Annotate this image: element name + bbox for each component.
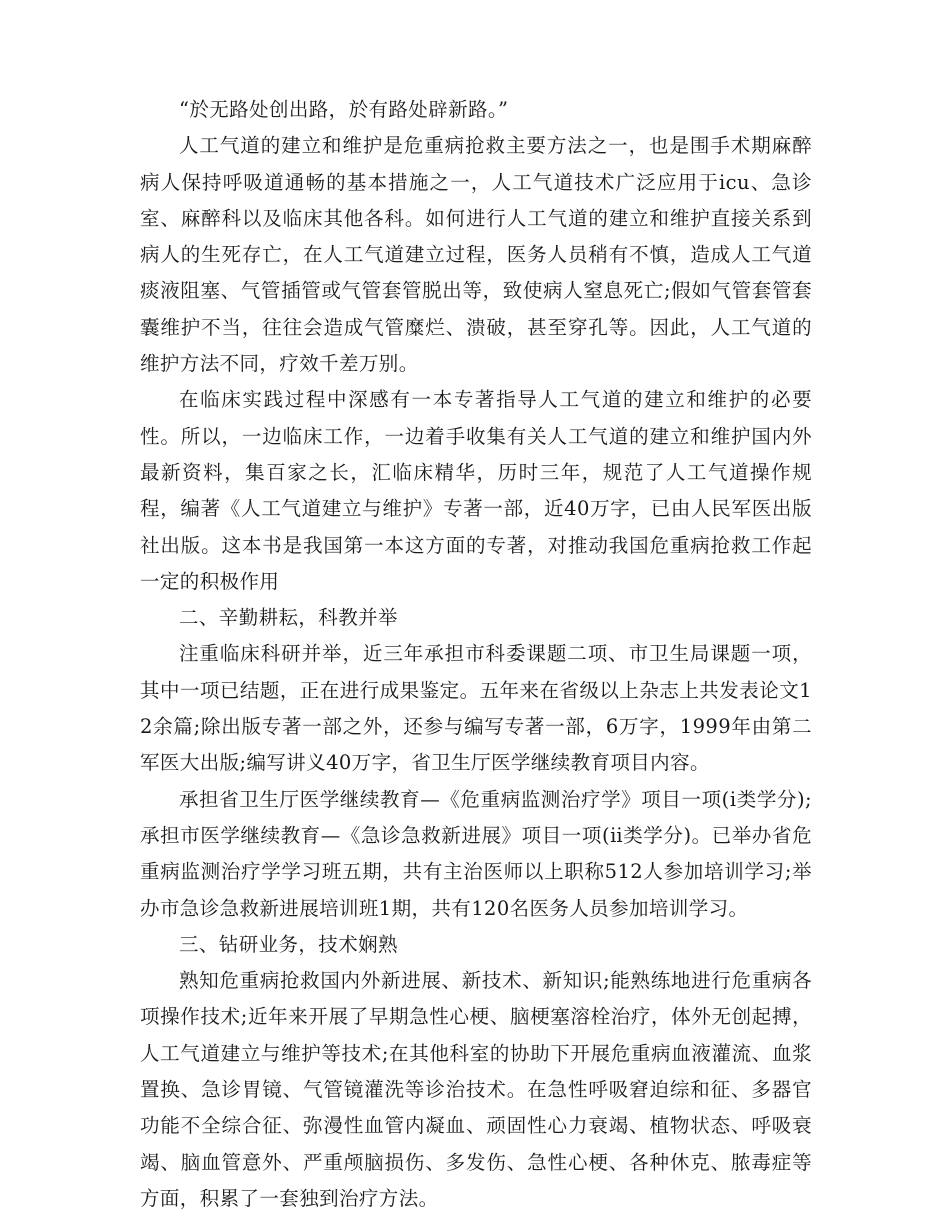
section-heading: 二、辛勤耕耘，科教并举 xyxy=(179,606,398,630)
body-paragraph: 人工气道的建立和维护是危重病抢救主要方法之一，也是围手术期麻醉病人保持呼吸道通畅的基本措施之一，人工气道技术广泛应用于icu、急诊室、麻醉科以及临床其他各科。如何进行人工气道的建立和维护直接关系到病人的生死存亡，在人工气道建立过程，医务人员稍有不慎，造成人工气道痰液阻塞、气管插管或气管套管脱出等，致使病人窒息死亡;假如气管套管套囊维护不当，往往会造成气管糜烂、溃破，甚至穿孔等。因此，人工气道的维护方法不同，疗效千差万别。 xyxy=(140,134,812,376)
body-paragraph: 在临床实践过程中深感有一本专著指导人工气道的建立和维护的必要性。所以，一边临床工作，一边着手收集有关人工气道的建立和维护国内外最新资料，集百家之长，汇临床精华，历时三年，规范了人工气道操作规程，编著《人工气道建立与维护》专著一部，近40万字，已由人民军医出版社出版。这本书是我国第一本这方面的专著，对推动我国危重病抢救工作起一定的积极作用 xyxy=(140,388,812,593)
body-paragraph: 熟知危重病抢救国内外新进展、新技术、新知识;能熟练地进行危重病各项操作技术;近年来开展了早期急性心梗、脑梗塞溶栓治疗，体外无创起搏，人工气道建立与维护等技术;在其他科室的协助下开展危重病血液灌流、血浆置换、急诊胃镜、气管镜灌洗等诊治技术。在急性呼吸窘迫综和征、多器官功能不全综合征、弥漫性血管内凝血、顽固性心力衰竭、植物状态、呼吸衰竭、脑血管意外、严重颅脑损伤、多发伤、急性心梗、各种休克、脓毒症等方面，积累了一套独到治疗方法。 xyxy=(140,969,812,1210)
body-paragraph: 注重临床科研并举，近三年承担市科委课题二项、市卫生局课题一项，其中一项已结题，正在进行成果鉴定。五年来在省级以上杂志上共发表论文12余篇;除出版专著一部之外，还参与编写专著一部，6万字，1999年由第二军医大出版;编写讲义40万字，省卫生厅医学继续教育项目内容。 xyxy=(140,642,812,775)
quote-paragraph: “於无路处创出路，於有路处辟新路。” xyxy=(179,98,509,121)
section-heading: 三、钻研业务，技术娴熟 xyxy=(179,932,398,956)
document-page xyxy=(140,92,812,1217)
body-paragraph: 承担省卫生厅医学继续教育—《危重病监测治疗学》项目一项(ⅰ类学分);承担市医学继续教育—《急诊急救新进展》项目一项(ⅱ类学分)。已举办省危重病监测治疗学学习班五期，共有主治医师以上职称512人参加培训学习;举办市急诊急救新进展培训班1期，共有120名医务人员参加培训学习。 xyxy=(140,787,812,920)
